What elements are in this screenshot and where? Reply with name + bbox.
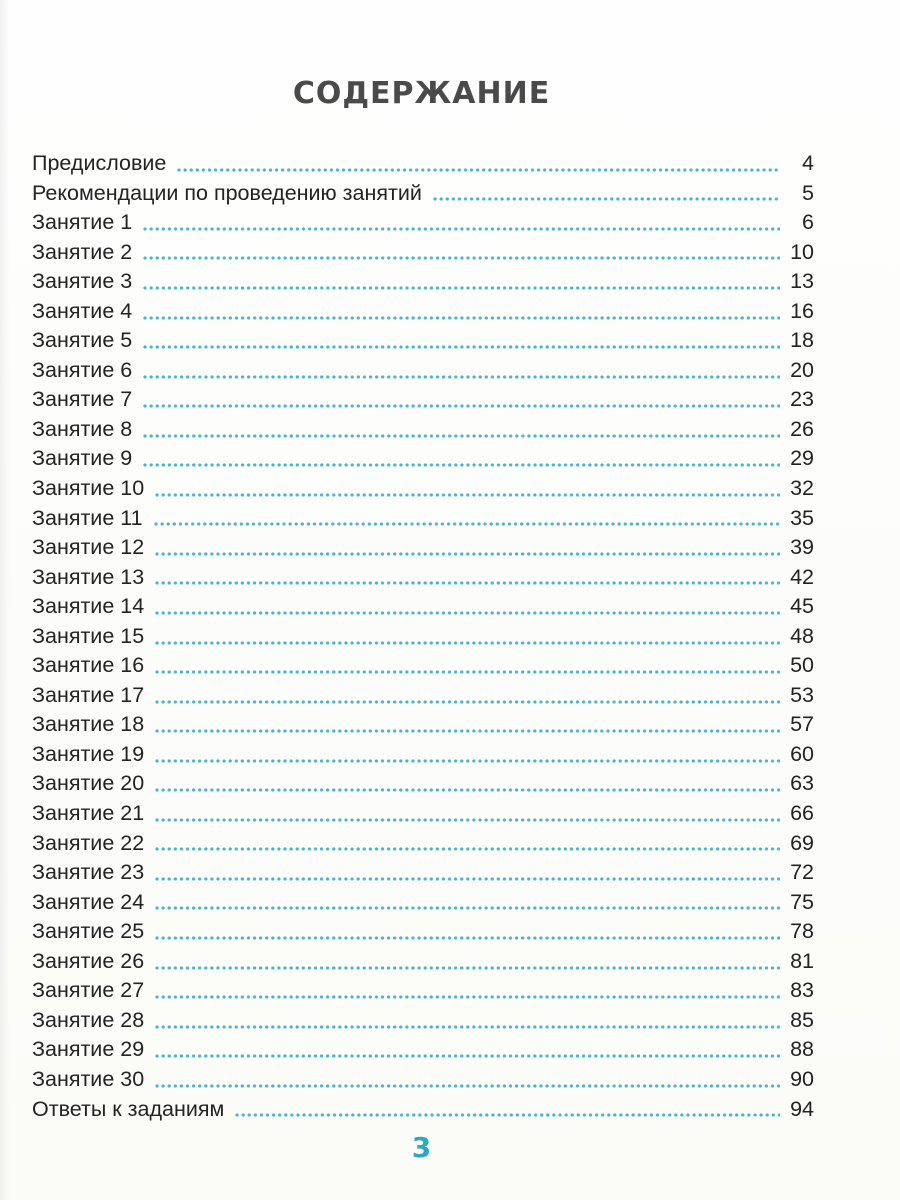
toc-dot-leader — [154, 906, 780, 910]
toc-entry[interactable] — [32, 1065, 814, 1095]
toc-entry-page: 32 — [790, 476, 814, 501]
toc-entry[interactable] — [32, 740, 814, 770]
toc-dot-leader — [154, 1084, 780, 1088]
toc-entry-title: Занятие 9 — [32, 446, 133, 471]
toc-dot-leader — [154, 788, 780, 792]
toc-entry[interactable] — [32, 592, 814, 622]
toc-entry[interactable] — [32, 208, 814, 238]
toc-entry-page: 88 — [790, 1037, 814, 1062]
toc-entry-title: Занятие 20 — [32, 771, 145, 796]
toc-entry[interactable] — [32, 799, 814, 829]
toc-entry-page: 53 — [790, 682, 814, 707]
toc-entry-page: 72 — [790, 860, 814, 885]
toc-dot-leader — [154, 818, 780, 822]
toc-dot-leader — [153, 522, 780, 526]
toc-entry-title: Занятие 29 — [32, 1037, 145, 1062]
toc-dot-leader — [142, 256, 780, 260]
toc-entry-title: Занятие 8 — [32, 416, 133, 441]
toc-entry-page: 10 — [790, 239, 814, 264]
toc-dot-leader — [234, 1113, 780, 1117]
toc-dot-leader — [154, 670, 780, 674]
toc-entry-page: 57 — [790, 712, 814, 737]
toc-entry-page: 90 — [790, 1066, 814, 1091]
toc-dot-leader — [154, 936, 780, 940]
toc-entry-page: 13 — [790, 269, 814, 294]
toc-entry-title: Занятие 30 — [32, 1066, 145, 1091]
toc-dot-leader — [154, 995, 780, 999]
toc-entry[interactable] — [32, 533, 814, 563]
toc-dot-leader — [432, 197, 780, 201]
toc-dot-leader — [154, 700, 780, 704]
toc-dot-leader — [154, 1025, 780, 1029]
toc-entry-title: Занятие 25 — [32, 919, 145, 944]
toc-entry-title: Занятие 27 — [32, 978, 145, 1003]
toc-entry-page: 29 — [790, 446, 814, 471]
toc-dot-leader — [154, 611, 780, 615]
toc-dot-leader — [154, 877, 780, 881]
toc-entry-page: 16 — [790, 298, 814, 323]
toc-dot-leader — [154, 581, 780, 585]
toc-dot-leader — [154, 552, 780, 556]
toc-entry[interactable] — [32, 622, 814, 652]
toc-entry-title: Занятие 21 — [32, 801, 145, 826]
toc-dot-leader — [154, 1054, 780, 1058]
toc-entry-page: 66 — [790, 801, 814, 826]
toc-entry-title: Занятие 3 — [32, 269, 133, 294]
toc-dot-leader — [142, 463, 780, 467]
toc-entry-title: Занятие 2 — [32, 239, 133, 264]
toc-entry-page: 45 — [790, 594, 814, 619]
toc-entry[interactable] — [32, 297, 814, 327]
toc-entry-title: Предисловие — [32, 151, 167, 175]
toc-entry-title: Занятие 4 — [32, 298, 133, 323]
toc-entry-page: 85 — [790, 1007, 814, 1032]
toc-entry[interactable] — [32, 1035, 814, 1065]
toc-dot-leader — [154, 966, 780, 970]
toc-dot-leader — [142, 227, 780, 231]
toc-entry-page: 20 — [790, 357, 814, 382]
toc-entry[interactable] — [32, 385, 814, 415]
toc-dot-leader — [142, 345, 780, 349]
page-title: СОДЕРЖАНИЕ — [292, 76, 551, 111]
toc-entry-title: Занятие 11 — [32, 505, 143, 530]
toc-entry-title: Занятие 19 — [32, 741, 145, 766]
toc-entry[interactable] — [32, 710, 814, 740]
toc-dot-leader — [154, 847, 780, 851]
toc-entry-title: Занятие 23 — [32, 860, 145, 885]
toc-entry[interactable] — [32, 267, 814, 297]
toc-entry[interactable] — [32, 326, 814, 356]
toc-entry-page: 35 — [790, 505, 814, 530]
toc-entry-page: 94 — [790, 1096, 814, 1121]
toc-dot-leader — [154, 759, 780, 763]
toc-entry-title: Занятие 12 — [32, 535, 145, 560]
toc-dot-leader — [142, 316, 780, 320]
toc-entry-page: 83 — [790, 978, 814, 1003]
toc-dot-leader — [176, 168, 780, 172]
toc-entry[interactable] — [32, 1006, 814, 1036]
toc-entry-page: 50 — [790, 653, 814, 678]
toc-entry[interactable] — [32, 1095, 814, 1125]
toc-entry[interactable] — [32, 563, 814, 593]
toc-entry[interactable] — [32, 149, 814, 179]
toc-entry[interactable] — [32, 976, 814, 1006]
page-number: 3 — [411, 1131, 432, 1164]
toc-dot-leader — [142, 404, 780, 408]
toc-entry-title: Занятие 18 — [32, 712, 145, 737]
toc-dot-leader — [154, 493, 780, 497]
toc-entry-title: Занятие 13 — [32, 564, 145, 589]
toc-entry-page: 39 — [790, 535, 814, 560]
toc-entry-page: 23 — [790, 387, 814, 412]
toc-entry[interactable] — [32, 651, 814, 681]
toc-dot-leader — [154, 729, 780, 733]
toc-entry[interactable] — [32, 858, 814, 888]
toc-entry-page: 4 — [802, 151, 814, 175]
toc-entry-title: Занятие 28 — [32, 1007, 145, 1032]
table-of-contents — [32, 149, 814, 1124]
toc-entry-page: 63 — [790, 771, 814, 796]
toc-entry[interactable] — [32, 829, 814, 859]
toc-entry-page: 26 — [790, 416, 814, 441]
toc-entry-page: 75 — [790, 889, 814, 914]
toc-dot-leader — [142, 434, 780, 438]
toc-entry-title: Занятие 1 — [32, 210, 133, 235]
toc-entry[interactable] — [32, 238, 814, 268]
toc-entry[interactable] — [32, 888, 814, 918]
toc-entry[interactable] — [32, 947, 814, 977]
toc-entry-page: 18 — [790, 328, 814, 353]
toc-entry[interactable] — [32, 474, 814, 504]
toc-entry-page: 48 — [790, 623, 814, 648]
toc-entry-page: 69 — [790, 830, 814, 855]
toc-entry-page: 6 — [802, 210, 814, 235]
spine-shadow — [0, 0, 10, 1200]
toc-entry[interactable] — [32, 179, 814, 209]
toc-entry[interactable] — [32, 769, 814, 799]
toc-entry-page: 42 — [790, 564, 814, 589]
toc-entry-title: Занятие 16 — [32, 653, 145, 678]
toc-entry-title: Занятие 15 — [32, 623, 145, 648]
toc-entry-title: Занятие 26 — [32, 948, 145, 973]
toc-dot-leader — [142, 286, 780, 290]
toc-entry-title: Занятие 22 — [32, 830, 145, 855]
toc-entry[interactable] — [32, 356, 814, 386]
toc-entry-page: 78 — [790, 919, 814, 944]
toc-entry[interactable] — [32, 444, 814, 474]
toc-entry[interactable] — [32, 415, 814, 445]
toc-entry-title: Занятие 24 — [32, 889, 145, 914]
toc-entry-title: Занятие 7 — [32, 387, 133, 412]
toc-entry[interactable] — [32, 681, 814, 711]
toc-entry-page: 81 — [790, 948, 814, 973]
toc-entry-title: Рекомендации по проведению занятий — [32, 180, 422, 205]
toc-entry-title: Занятие 6 — [32, 357, 133, 382]
toc-entry-title: Занятие 5 — [32, 328, 133, 353]
toc-entry-page: 5 — [802, 180, 814, 205]
toc-entry[interactable] — [32, 917, 814, 947]
toc-dot-leader — [154, 641, 780, 645]
toc-entry-title: Ответы к заданиям — [32, 1096, 225, 1121]
toc-entry-page: 60 — [790, 741, 814, 766]
toc-entry-title: Занятие 14 — [32, 594, 145, 619]
toc-entry-title: Занятие 10 — [32, 476, 145, 501]
toc-entry-title: Занятие 17 — [32, 682, 145, 707]
toc-dot-leader — [142, 375, 780, 379]
toc-entry[interactable] — [32, 504, 814, 534]
